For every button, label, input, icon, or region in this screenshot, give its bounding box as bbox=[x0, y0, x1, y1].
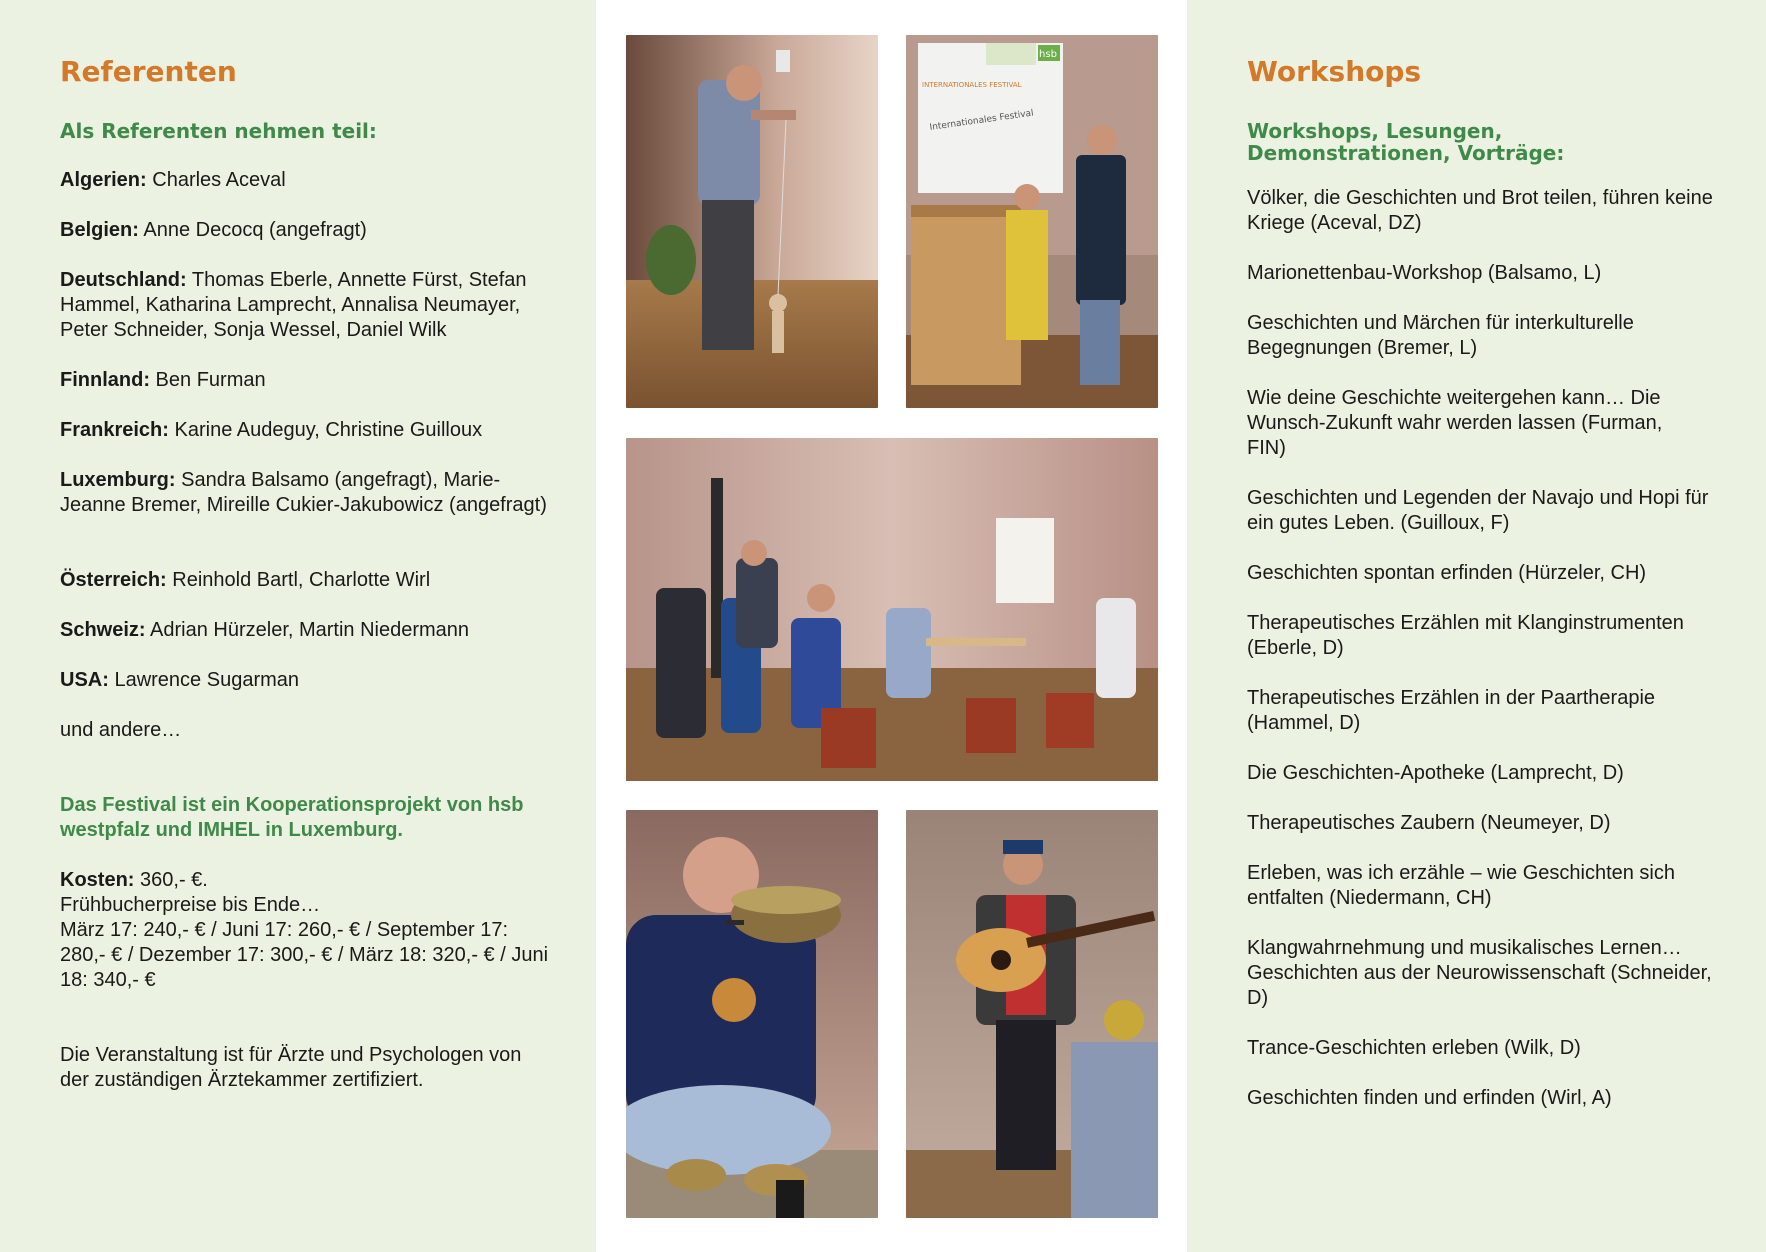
workshop-item: Wie deine Geschichte weitergehen kann… Die Wunsch-Zukunft wahr werden lassen (Furman, FIN) bbox=[1247, 387, 1663, 459]
workshop-item: Trance-Geschichten erleben (Wilk, D) bbox=[1247, 1037, 1581, 1059]
photo-workshop-group bbox=[626, 438, 1158, 781]
referenten-panel bbox=[0, 0, 596, 1252]
workshop-item: Therapeutisches Erzählen mit Klanginstrumenten (Eberle, D) bbox=[1247, 612, 1684, 659]
early-bird-intro: Frühbucherpreise bis Ende… bbox=[60, 894, 321, 916]
others-note: und andere… bbox=[60, 719, 182, 741]
country-entry-deutschland: Deutschland: Thomas Eberle, Annette Fürst, Stefan Hammel, Katharina Lamprecht, Annalisa Neumayer, Peter Schneider, Sonja Wessel, Daniel Wilk bbox=[60, 269, 527, 341]
country-entry-algerien: Algerien: Charles Aceval bbox=[60, 169, 286, 191]
costs-line: Kosten: 360,- €. bbox=[60, 869, 208, 891]
workshop-item: Geschichten und Legenden der Navajo und Hopi für ein gutes Leben. (Guilloux, F) bbox=[1247, 487, 1709, 534]
workshop-item: Klangwahrnehmung und musikalisches Lernen… Geschichten aus der Neurowissenschaft (Schneider, D) bbox=[1247, 937, 1712, 1009]
country-entry-schweiz: Schweiz: Adrian Hürzeler, Martin Niedermann bbox=[60, 619, 470, 641]
photo-puppeteer bbox=[626, 35, 878, 408]
workshop-item: Therapeutisches Erzählen in der Paartherapie (Hammel, D) bbox=[1247, 687, 1656, 734]
workshop-item: Geschichten finden und erfinden (Wirl, A) bbox=[1247, 1087, 1612, 1109]
workshop-item: Marionettenbau-Workshop (Balsamo, L) bbox=[1247, 262, 1602, 284]
country-entry-usa: USA: Lawrence Sugarman bbox=[60, 669, 300, 691]
country-entry-frankreich: Frankreich: Karine Audeguy, Christine Guilloux bbox=[60, 419, 483, 441]
workshop-item: Geschichten und Märchen für interkulturelle Begegnungen (Bremer, L) bbox=[1247, 312, 1634, 359]
workshops-title: Workshops bbox=[1247, 55, 1422, 88]
referenten-title: Referenten bbox=[60, 55, 237, 88]
country-entry-oesterreich: Österreich: Reinhold Bartl, Charlotte Wirl bbox=[60, 569, 431, 591]
photo-singing-bowl bbox=[626, 810, 878, 1218]
workshop-item: Die Geschichten-Apotheke (Lamprecht, D) bbox=[1247, 762, 1624, 784]
screen-logo: hsb bbox=[1039, 49, 1057, 60]
workshop-item: Geschichten spontan erfinden (Hürzeler, CH) bbox=[1247, 562, 1647, 584]
country-entry-luxemburg: Luxemburg: Sandra Balsamo (angefragt), Marie-Jeanne Bremer, Mireille Cukier-Jakubowicz (angefragt) bbox=[60, 469, 547, 516]
photo-presentation bbox=[906, 35, 1158, 408]
workshop-item: Völker, die Geschichten und Brot teilen, führen keine Kriege (Aceval, DZ) bbox=[1247, 187, 1713, 234]
workshop-item: Erleben, was ich erzähle – wie Geschichten sich entfalten (Niedermann, CH) bbox=[1247, 862, 1675, 909]
country-entry-finnland: Finnland: Ben Furman bbox=[60, 369, 266, 391]
costs-block bbox=[60, 868, 550, 993]
cooperation-note: Das Festival ist ein Kooperationsprojekt von hsb westpfalz und IMHEL in Luxemburg. bbox=[60, 794, 524, 841]
workshop-item: Therapeutisches Zaubern (Neumeyer, D) bbox=[1247, 812, 1611, 834]
referenten-subtitle: Als Referenten nehmen teil: bbox=[60, 119, 377, 143]
workshops-subtitle: Workshops, Lesungen, Demonstrationen, Vorträge: bbox=[1247, 119, 1565, 165]
screen-title: Internationales Festival bbox=[929, 108, 1035, 133]
early-bird-prices: März 17: 240,- € / Juni 17: 260,- € / September 17: 280,- € / Dezember 17: 300,- € / März 18: 320,- € / Juni 18: 340,- € bbox=[60, 919, 549, 991]
country-entry-belgien: Belgien: Anne Decocq (angefragt) bbox=[60, 219, 367, 241]
screen-small-text: INTERNATIONALES FESTIVAL bbox=[922, 81, 1022, 89]
photo-guitarist bbox=[906, 810, 1158, 1218]
certification-note: Die Veranstaltung ist für Ärzte und Psychologen von der zuständigen Ärztekammer zertifiziert. bbox=[60, 1044, 522, 1091]
workshops-panel bbox=[1187, 0, 1766, 1252]
